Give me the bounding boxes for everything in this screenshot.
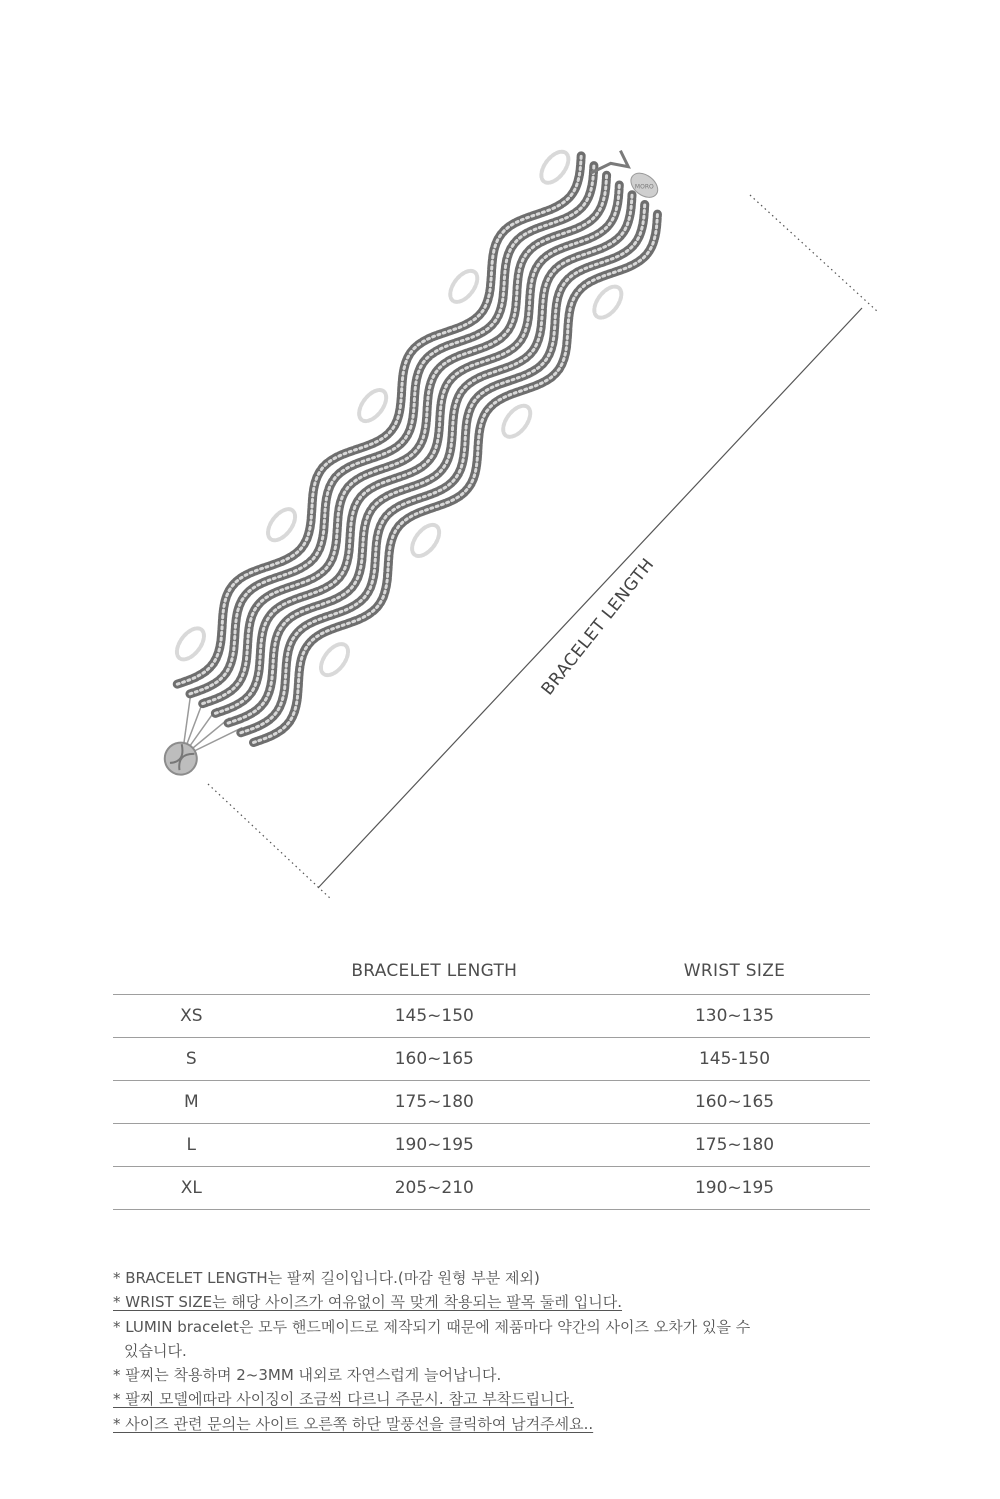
dotted-extension-top: [750, 195, 878, 312]
wrist-cell: 130~135: [599, 995, 870, 1038]
bead-loop: [536, 147, 574, 188]
wrist-cell: 145-150: [599, 1038, 870, 1081]
bead-loop: [498, 401, 536, 442]
wrist-cell: 160~165: [599, 1081, 870, 1124]
note-handmade: * LUMIN bracelet은 모두 핸드메이드로 제작되기 때문에 제품마다 약간의 사이즈 오차가 있을 수: [113, 1317, 751, 1336]
wrist-cell: 175~180: [599, 1124, 870, 1167]
header-bracelet-length: BRACELET LENGTH: [270, 948, 599, 995]
clasp-engraving: MORO: [634, 183, 654, 191]
size-cell: S: [113, 1038, 270, 1081]
note-wrist-size: * WRIST SIZE는 해당 사이즈가 여유없이 꼭 맞게 착용되는 팔목 둘레 입니다.: [113, 1293, 623, 1312]
bracelet-image: [114, 119, 694, 815]
table-row: [113, 1124, 870, 1167]
size-notes: [113, 1266, 853, 1436]
size-cell: XL: [113, 1167, 270, 1210]
note-model-sizing: * 팔찌 모델에따라 사이징이 조금씩 다르니 주문시. 참고 부착드립니다.: [113, 1390, 574, 1409]
table-row: [113, 995, 870, 1038]
table-row: [113, 1167, 870, 1210]
table-row: [113, 1038, 870, 1081]
table-row: [113, 1081, 870, 1124]
length-cell: 205~210: [270, 1167, 599, 1210]
bead-loop: [407, 520, 445, 561]
table-header-row: [113, 948, 870, 995]
dimension-label: BRACELET LENGTH: [537, 554, 659, 700]
bead-loop: [172, 624, 210, 665]
note-handmade-cont: 있습니다.: [124, 1341, 187, 1360]
size-cell: XS: [113, 995, 270, 1038]
length-cell: 175~180: [270, 1081, 599, 1124]
bead-loop: [263, 504, 301, 545]
bead-strands: [158, 141, 676, 757]
size-cell: L: [113, 1124, 270, 1167]
bead-loop: [316, 639, 354, 680]
bead-loop: [445, 266, 483, 307]
bead-loop: [354, 385, 392, 426]
bead-loop: [589, 282, 627, 323]
note-inquiry: * 사이즈 관련 문의는 사이트 오른쪽 하단 말풍선을 클릭하여 남겨주세요..: [113, 1414, 594, 1433]
length-cell: 145~150: [270, 995, 599, 1038]
dotted-extension-bottom: [208, 784, 332, 900]
note-bracelet-length: * BRACELET LENGTH는 팔찌 길이입니다.(마감 원형 부분 제외): [113, 1269, 540, 1287]
header-wrist-size: WRIST SIZE: [599, 948, 870, 995]
size-table: [113, 948, 870, 1210]
note-stretch: * 팔찌는 착용하며 2~3MM 내외로 자연스럽게 늘어납니다.: [113, 1366, 502, 1385]
header-size: [113, 948, 270, 995]
size-cell: M: [113, 1081, 270, 1124]
length-cell: 190~195: [270, 1124, 599, 1167]
wrist-cell: 190~195: [599, 1167, 870, 1210]
length-cell: 160~165: [270, 1038, 599, 1081]
